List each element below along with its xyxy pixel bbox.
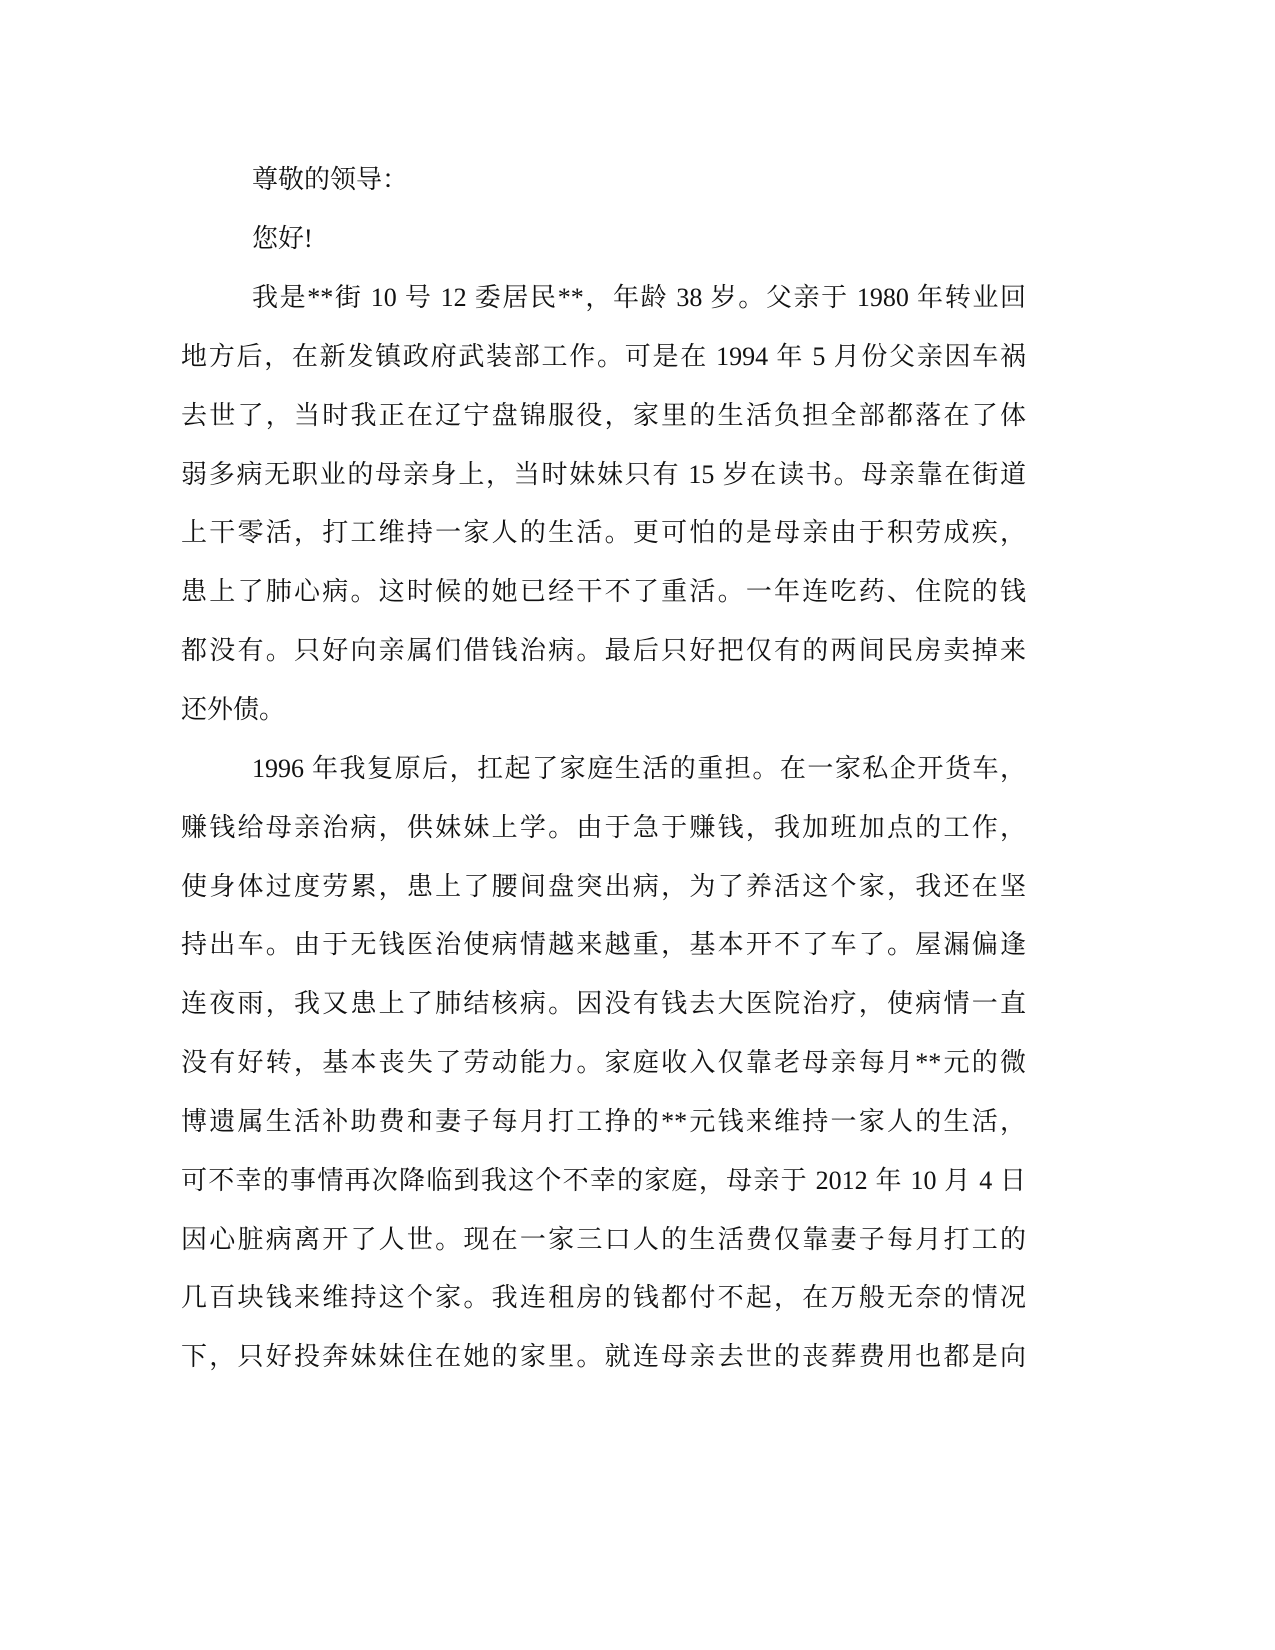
paragraph-2-line: 使身体过度劳累，患上了腰间盘突出病，为了养活这个家，我还在坚 [181,872,1026,901]
paragraph-1-line: 地方后，在新发镇政府武装部工作。可是在 1994 年 5 月份父亲因车祸 [181,342,1026,371]
paragraph-2-line: 因心脏病离开了人世。现在一家三口人的生活费仅靠妻子每月打工的 [181,1225,1026,1254]
paragraph-2-line: 没有好转，基本丧失了劳动能力。家庭收入仅靠老母亲每月**元的微 [181,1048,1026,1077]
paragraph-1-line: 去世了，当时我正在辽宁盘锦服役，家里的生活负担全部都落在了体 [181,401,1026,430]
paragraph-2-line: 赚钱给母亲治病，供妹妹上学。由于急于赚钱，我加班加点的工作， [181,813,1026,842]
paragraph-2-line: 连夜雨，我又患上了肺结核病。因没有钱去大医院治疗，使病情一直 [181,989,1026,1018]
paragraph-1-line: 弱多病无职业的母亲身上，当时妹妹只有 15 岁在读书。母亲靠在街道 [181,460,1026,489]
salutation: 尊敬的领导： [252,165,409,194]
paragraph-2-line: 可不幸的事情再次降临到我这个不幸的家庭，母亲于 2012 年 10 月 4 日 [181,1166,1026,1195]
paragraph-2-line: 几百块钱来维持这个家。我连租房的钱都付不起，在万般无奈的情况 [181,1283,1026,1312]
paragraph-2-line: 下，只好投奔妹妹住在她的家里。就连母亲去世的丧葬费用也都是向 [181,1342,1026,1371]
paragraph-1-line: 患上了肺心病。这时候的她已经干不了重活。一年连吃药、住院的钱 [181,577,1026,606]
paragraph-2-line: 持出车。由于无钱医治使病情越来越重，基本开不了车了。屋漏偏逢 [181,930,1026,959]
paragraph-1-line: 我是**街 10 号 12 委居民**，年龄 38 岁。父亲于 1980 年转业回 [252,283,1026,312]
paragraph-1-line: 还外债。 [181,695,286,724]
paragraph-2-line: 1996 年我复原后，扛起了家庭生活的重担。在一家私企开货车， [252,754,1026,783]
paragraph-1-line: 都没有。只好向亲属们借钱治病。最后只好把仅有的两间民房卖掉来 [181,636,1026,665]
greeting: 您好! [252,224,313,253]
paragraph-2-line: 博遗属生活补助费和妻子每月打工挣的**元钱来维持一家人的生活， [181,1107,1026,1136]
paragraph-1-line: 上干零活，打工维持一家人的生活。更可怕的是母亲由于积劳成疾， [181,518,1026,547]
